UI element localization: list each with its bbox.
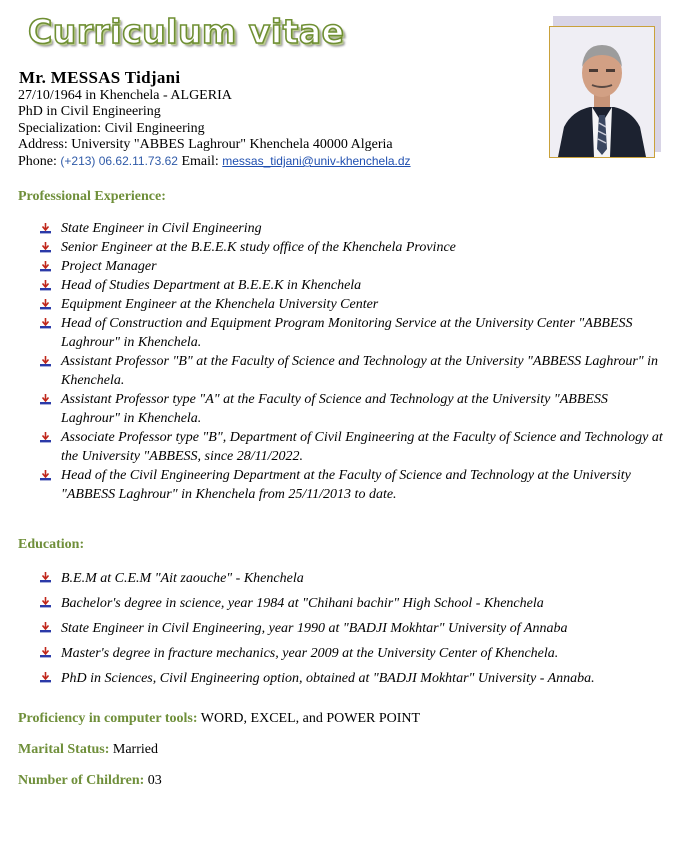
arrow-bullet-icon <box>40 242 51 253</box>
list-item <box>40 466 670 504</box>
list-item <box>40 666 670 691</box>
computer-skills-value: WORD, EXCEL, and POWER POINT <box>197 711 421 726</box>
list-item <box>40 390 670 428</box>
arrow-bullet-icon <box>40 299 51 310</box>
list-item-text: Head of Construction and Equipment Program Monitoring Service at the University Center "ABBESS Laghrour" in Khenchela. <box>61 316 633 350</box>
arrow-bullet-icon <box>40 356 51 367</box>
profile-photo-frame <box>549 20 661 160</box>
list-item-text: Associate Professor type "B", Department of Civil Engineering at the Faculty of Science and Technology at the University "ABBESS, since 28/11/2022. <box>61 430 663 464</box>
arrow-bullet-icon <box>40 318 51 329</box>
arrow-bullet-icon <box>40 223 51 234</box>
degree-info: PhD in Civil Engineering <box>18 104 161 120</box>
list-item-text: State Engineer in Civil Engineering <box>61 221 262 236</box>
list-item-text: Master's degree in fracture mechanics, year 2009 at the University Center of Khenchela. <box>61 646 559 661</box>
arrow-bullet-icon <box>40 394 51 405</box>
birth-info: 27/10/1964 in Khenchela - ALGERIA <box>18 88 232 104</box>
list-item-text: PhD in Sciences, Civil Engineering option, obtained at "BADJI Mokhtar" University - Annaba. <box>61 671 595 686</box>
experience-list <box>40 219 670 504</box>
arrow-bullet-icon <box>40 647 51 658</box>
arrow-bullet-icon <box>40 597 51 608</box>
list-item-text: Assistant Professor "B" at the Faculty of Science and Technology at the University "ABBESS Laghrour" in Khenchela. <box>61 354 659 388</box>
list-item <box>40 295 670 314</box>
children-count-value: 03 <box>144 773 162 788</box>
children-count <box>18 773 162 789</box>
phone-number[interactable]: (+213) 06.62.11.73.62 <box>60 154 178 169</box>
list-item <box>40 257 670 276</box>
list-item <box>40 566 670 591</box>
list-item-text: Project Manager <box>61 259 157 274</box>
marital-status <box>18 742 158 758</box>
arrow-bullet-icon <box>40 572 51 583</box>
arrow-bullet-icon <box>40 672 51 683</box>
list-item <box>40 219 670 238</box>
arrow-bullet-icon <box>40 280 51 291</box>
list-item <box>40 428 670 466</box>
list-item <box>40 641 670 666</box>
list-item <box>40 276 670 295</box>
list-item <box>40 616 670 641</box>
profile-photo <box>549 26 655 158</box>
marital-status-value: Married <box>109 742 158 757</box>
list-item <box>40 352 670 390</box>
address-info: Address: University "ABBES Laghrour" Khenchela 40000 Algeria <box>18 136 393 152</box>
marital-status-label: Marital Status: <box>18 742 110 757</box>
email-link[interactable]: messas_tidjani@univ-khenchela.dz <box>222 154 411 169</box>
arrow-bullet-icon <box>40 622 51 633</box>
personal-info <box>18 70 411 170</box>
experience-heading: Professional Experience: <box>18 189 166 204</box>
list-item-text: Bachelor's degree in science, year 1984 at "Chihani bachir" High School - Khenchela <box>61 596 544 611</box>
list-item <box>40 314 670 352</box>
computer-skills <box>18 711 420 727</box>
list-item-text: State Engineer in Civil Engineering, year 1990 at "BADJI Mokhtar" University of Annaba <box>61 621 568 636</box>
list-item-text: Head of the Civil Engineering Department at the Faculty of Science and Technology at the University "ABBESS Laghrour" in Khenchela from 25/11/2013 to date. <box>61 468 631 502</box>
list-item-text: Assistant Professor type "A" at the Faculty of Science and Technology at the University "ABBESS Laghrour" in Khenchela. <box>61 392 608 426</box>
list-item-text: Senior Engineer at the B.E.E.K study office of the Khenchela Province <box>61 240 456 255</box>
computer-skills-label: Proficiency in computer tools: <box>18 711 198 726</box>
cv-title: Curriculum vitae <box>28 12 345 51</box>
arrow-bullet-icon <box>40 261 51 272</box>
specialization-info: Specialization: Civil Engineering <box>18 120 205 136</box>
contact-line <box>18 153 411 170</box>
email-label: Email: <box>177 154 223 170</box>
list-item <box>40 591 670 616</box>
list-item-text: B.E.M at C.E.M "Ait zaouche" - Khenchela <box>61 571 304 586</box>
list-item <box>40 238 670 257</box>
arrow-bullet-icon <box>40 432 51 443</box>
arrow-bullet-icon <box>40 470 51 481</box>
education-heading: Education: <box>18 537 85 552</box>
list-item-text: Equipment Engineer at the Khenchela University Center <box>61 297 379 312</box>
children-count-label: Number of Children: <box>18 773 145 788</box>
portrait-icon <box>550 27 654 157</box>
phone-label: Phone: <box>18 154 61 170</box>
education-list <box>40 566 670 691</box>
full-name: Mr. MESSAS Tidjani <box>19 68 181 87</box>
list-item-text: Head of Studies Department at B.E.E.K in Khenchela <box>61 278 362 293</box>
